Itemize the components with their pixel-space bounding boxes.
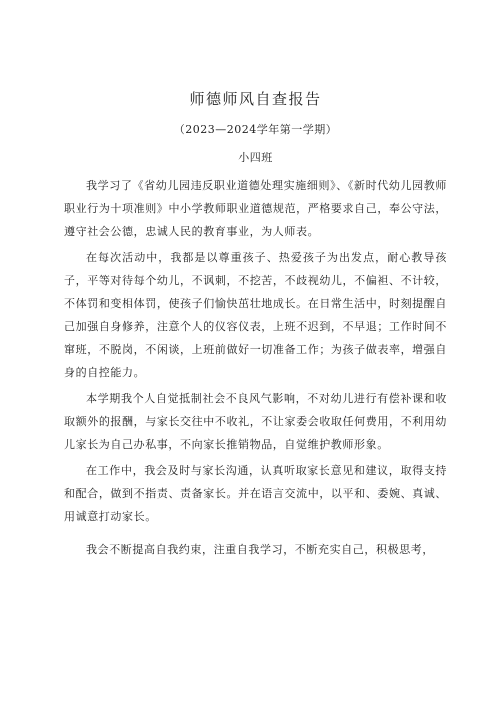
document-title: 师德师风自查报告 — [189, 90, 322, 108]
paragraph-2: 在每次活动中，我都是以尊重孩子、热爱孩子为出发点，耐心教导孩子，平等对待每个幼儿，不讽刺，不挖苦，不歧视幼儿，不偏袒、不计较，不体罚和变相体罚，使孩子们愉快茁壮地成长。在日常生活中，时刻提醒自己加强自身修养，注意个人的仪容仪表，上班不迟到，不早退；工作时间不窜班，不脱岗，不闲谈，上班前做好一切准备工作；为孩子做表率，增强自身的自控能力。 — [64, 251, 447, 379]
paragraph-5: 我会不断提高自我约束，注重自我学习，不断充实自己，积极思考， — [86, 543, 434, 556]
paragraph-4: 在工作中，我会及时与家长沟通，认真听取家长意见和建议，取得支持和配合，做到不指责、责备家长。并在语言交流中，以平和、委婉、真诚、用诚意打动家长。 — [64, 464, 447, 523]
paragraph-3: 本学期我个人自觉抵制社会不良风气影响，不对幼儿进行有偿补课和收取额外的报酬，与家长交往中不收礼，不让家委会收取任何费用，不利用幼儿家长为自己办私事，不向家长推销物品，自觉维护教师形象。 — [64, 392, 447, 451]
paragraph-1: 我学习了《省幼儿园违反职业道德处理实施细则》、《新时代幼儿园教师职业行为十项准则》中小学教师职业道德规范，严格要求自己，奉公守法，遵守社会公德，忠诚人民的教育事业，为人师表。 — [64, 179, 447, 238]
document-subtitle: （2023—2024学年第一学期） — [173, 123, 338, 136]
class-name: 小四班 — [238, 151, 273, 164]
document-body — [64, 174, 447, 561]
